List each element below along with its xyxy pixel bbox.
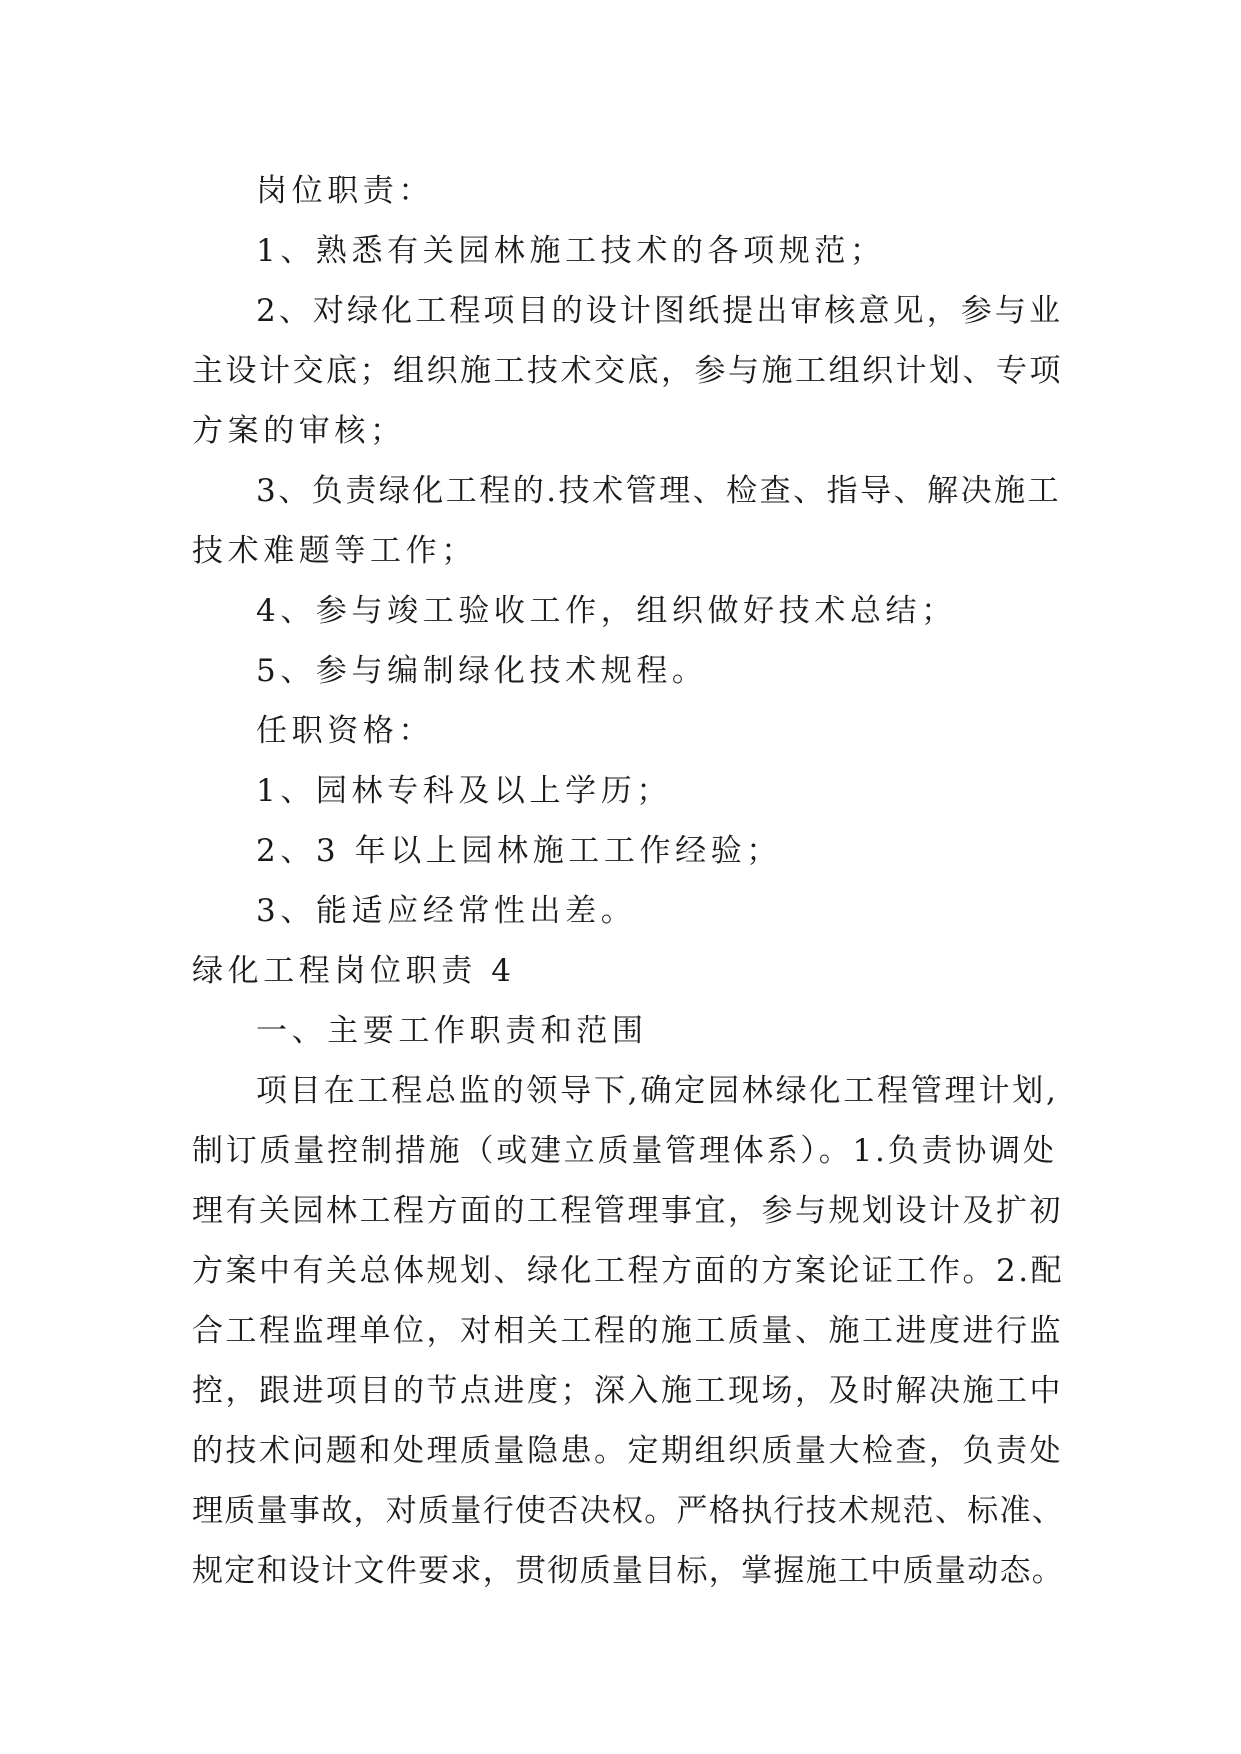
paragraph-line-3: 理有关园林工程方面的工程管理事宜，参与规划设计及扩初 xyxy=(192,1193,1063,1229)
duty-item-2-line-3: 方案的审核； xyxy=(192,413,406,449)
duty-item-1: 1、熟悉有关园林施工技术的各项规范； xyxy=(256,233,886,269)
paragraph-line-9: 规定和设计文件要求，贯彻质量目标，掌握施工中质量动态。 xyxy=(192,1553,1065,1589)
duty-item-5: 5、参与编制绿化技术规程。 xyxy=(256,653,708,689)
paragraph-line-8: 理质量事故，对质量行使否决权。严格执行技术规范、标准、 xyxy=(192,1493,1065,1529)
subsection-heading-main-duties: 一、主要工作职责和范围 xyxy=(256,1013,648,1049)
duty-item-2-line-2: 主设计交底；组织施工技术交底，参与施工组织计划、专项 xyxy=(192,353,1063,389)
paragraph-line-5: 合工程监理单位，对相关工程的施工质量、施工进度进行监 xyxy=(192,1313,1063,1349)
paragraph-line-4: 方案中有关总体规划、绿化工程方面的方案论证工作。2.配 xyxy=(192,1253,1065,1289)
duty-item-2-line-1: 2、对绿化工程项目的设计图纸提出审核意见，参与业 xyxy=(256,293,1064,329)
paragraph-line-7: 的技术问题和处理质量隐患。定期组织质量大检查，负责处 xyxy=(192,1433,1063,1469)
qualification-item-3: 3、能适应经常性出差。 xyxy=(256,893,637,929)
paragraph-line-1: 项目在工程总监的领导下,确定园林绿化工程管理计划, xyxy=(256,1073,1059,1109)
paragraph-line-2: 制订质量控制措施（或建立质量管理体系）。1.负责协调处 xyxy=(192,1133,1057,1169)
section-title-duties-4: 绿化工程岗位职责 4 xyxy=(192,953,516,989)
paragraph-line-6: 控，跟进项目的节点进度；深入施工现场，及时解决施工中 xyxy=(192,1373,1063,1409)
document-body xyxy=(192,161,1064,1601)
qualification-item-1: 1、园林专科及以上学历； xyxy=(256,773,672,809)
qualification-item-2: 2、3 年以上园林施工工作经验； xyxy=(256,833,782,869)
duty-item-3-line-1: 3、负责绿化工程的.技术管理、检查、指导、解决施工 xyxy=(256,473,1062,509)
section-heading-duties: 岗位职责： xyxy=(256,173,434,209)
duty-item-3-line-2: 技术难题等工作； xyxy=(192,533,477,569)
section-heading-qualifications: 任职资格： xyxy=(256,713,434,749)
duty-item-4: 4、参与竣工验收工作，组织做好技术总结； xyxy=(256,593,957,629)
